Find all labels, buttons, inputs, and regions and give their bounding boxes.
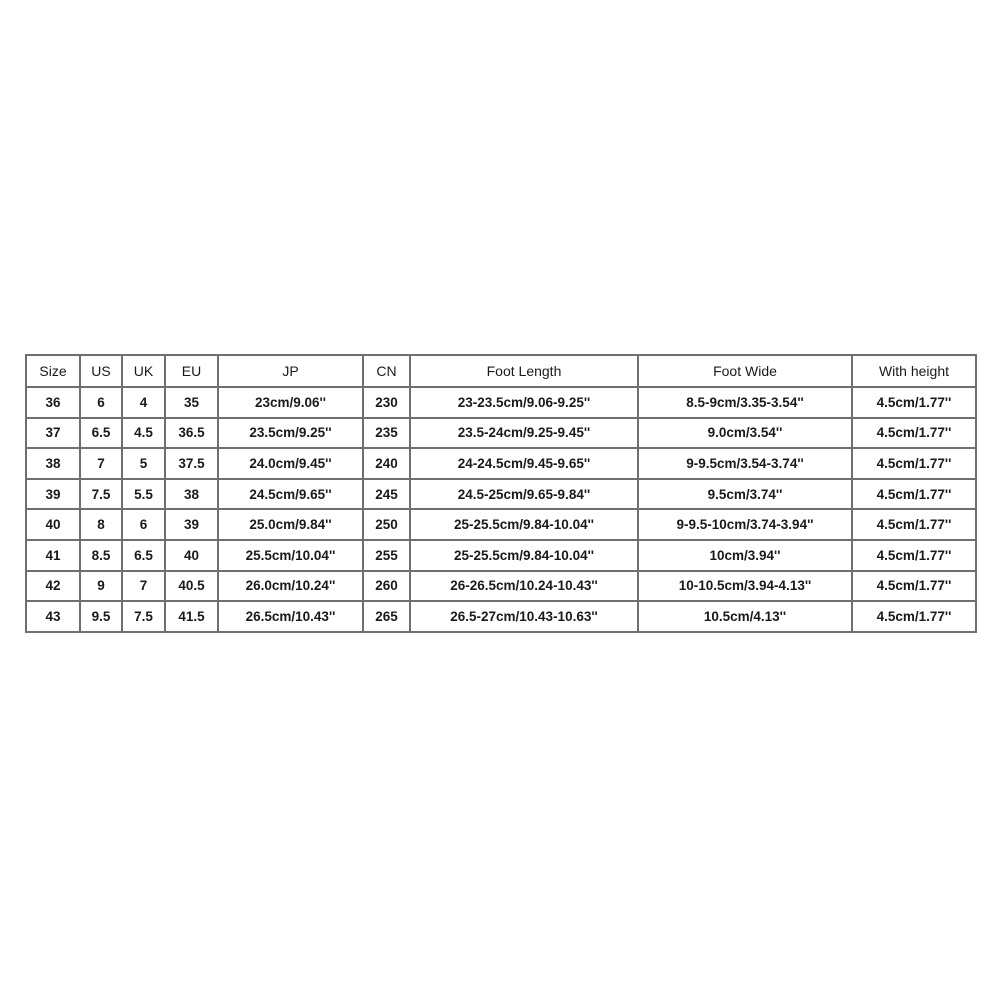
size-chart-body [26, 387, 976, 632]
cell-eu: 36.5 [165, 418, 218, 449]
cell-cn: 265 [363, 601, 410, 632]
cell-foot-length: 24.5-25cm/9.65-9.84'' [410, 479, 638, 510]
cell-uk: 4.5 [122, 418, 165, 449]
cell-eu: 40.5 [165, 571, 218, 602]
column-header-foot-length: Foot Length [410, 355, 638, 387]
cell-cn: 245 [363, 479, 410, 510]
cell-foot-length: 24-24.5cm/9.45-9.65'' [410, 448, 638, 479]
cell-uk: 7.5 [122, 601, 165, 632]
table-row [26, 479, 976, 510]
cell-foot-wide: 10-10.5cm/3.94-4.13'' [638, 571, 852, 602]
cell-eu: 37.5 [165, 448, 218, 479]
cell-size: 40 [26, 509, 80, 540]
cell-foot-wide: 9-9.5-10cm/3.74-3.94'' [638, 509, 852, 540]
table-row [26, 418, 976, 449]
cell-foot-wide: 8.5-9cm/3.35-3.54'' [638, 387, 852, 418]
cell-uk: 4 [122, 387, 165, 418]
cell-foot-length: 25-25.5cm/9.84-10.04'' [410, 509, 638, 540]
cell-size: 43 [26, 601, 80, 632]
cell-size: 39 [26, 479, 80, 510]
cell-foot-length: 23.5-24cm/9.25-9.45'' [410, 418, 638, 449]
cell-cn: 240 [363, 448, 410, 479]
cell-foot-length: 25-25.5cm/9.84-10.04'' [410, 540, 638, 571]
cell-foot-wide: 9.0cm/3.54'' [638, 418, 852, 449]
cell-size: 37 [26, 418, 80, 449]
size-chart-header [26, 355, 976, 387]
column-header-with-height: With height [852, 355, 976, 387]
cell-cn: 260 [363, 571, 410, 602]
cell-us: 8.5 [80, 540, 122, 571]
cell-us: 7 [80, 448, 122, 479]
cell-eu: 35 [165, 387, 218, 418]
cell-foot-wide: 9-9.5cm/3.54-3.74'' [638, 448, 852, 479]
cell-jp: 23.5cm/9.25'' [218, 418, 363, 449]
cell-foot-wide: 10cm/3.94'' [638, 540, 852, 571]
cell-cn: 255 [363, 540, 410, 571]
cell-with-height: 4.5cm/1.77'' [852, 601, 976, 632]
cell-foot-length: 26-26.5cm/10.24-10.43'' [410, 571, 638, 602]
cell-uk: 6.5 [122, 540, 165, 571]
cell-foot-length: 23-23.5cm/9.06-9.25'' [410, 387, 638, 418]
cell-eu: 38 [165, 479, 218, 510]
cell-us: 6 [80, 387, 122, 418]
cell-with-height: 4.5cm/1.77'' [852, 448, 976, 479]
cell-with-height: 4.5cm/1.77'' [852, 418, 976, 449]
cell-size: 36 [26, 387, 80, 418]
table-row [26, 509, 976, 540]
cell-jp: 25.0cm/9.84'' [218, 509, 363, 540]
cell-uk: 5.5 [122, 479, 165, 510]
cell-with-height: 4.5cm/1.77'' [852, 509, 976, 540]
table-row [26, 540, 976, 571]
cell-eu: 41.5 [165, 601, 218, 632]
column-header-size: Size [26, 355, 80, 387]
cell-foot-length: 26.5-27cm/10.43-10.63'' [410, 601, 638, 632]
header-row [26, 355, 976, 387]
cell-with-height: 4.5cm/1.77'' [852, 540, 976, 571]
column-header-cn: CN [363, 355, 410, 387]
cell-size: 41 [26, 540, 80, 571]
cell-uk: 5 [122, 448, 165, 479]
cell-with-height: 4.5cm/1.77'' [852, 571, 976, 602]
cell-us: 9 [80, 571, 122, 602]
cell-us: 7.5 [80, 479, 122, 510]
cell-jp: 24.0cm/9.45'' [218, 448, 363, 479]
cell-us: 8 [80, 509, 122, 540]
column-header-jp: JP [218, 355, 363, 387]
cell-jp: 26.0cm/10.24'' [218, 571, 363, 602]
cell-jp: 26.5cm/10.43'' [218, 601, 363, 632]
cell-foot-wide: 9.5cm/3.74'' [638, 479, 852, 510]
cell-eu: 40 [165, 540, 218, 571]
column-header-foot-wide: Foot Wide [638, 355, 852, 387]
table-row [26, 387, 976, 418]
table-row [26, 571, 976, 602]
table-row [26, 448, 976, 479]
cell-uk: 7 [122, 571, 165, 602]
cell-jp: 23cm/9.06'' [218, 387, 363, 418]
cell-cn: 230 [363, 387, 410, 418]
cell-size: 42 [26, 571, 80, 602]
cell-us: 6.5 [80, 418, 122, 449]
cell-jp: 25.5cm/10.04'' [218, 540, 363, 571]
table-row [26, 601, 976, 632]
cell-uk: 6 [122, 509, 165, 540]
column-header-us: US [80, 355, 122, 387]
column-header-uk: UK [122, 355, 165, 387]
cell-foot-wide: 10.5cm/4.13'' [638, 601, 852, 632]
cell-with-height: 4.5cm/1.77'' [852, 387, 976, 418]
cell-us: 9.5 [80, 601, 122, 632]
cell-size: 38 [26, 448, 80, 479]
cell-with-height: 4.5cm/1.77'' [852, 479, 976, 510]
cell-cn: 250 [363, 509, 410, 540]
column-header-eu: EU [165, 355, 218, 387]
cell-cn: 235 [363, 418, 410, 449]
cell-eu: 39 [165, 509, 218, 540]
size-chart-table [25, 354, 977, 633]
cell-jp: 24.5cm/9.65'' [218, 479, 363, 510]
